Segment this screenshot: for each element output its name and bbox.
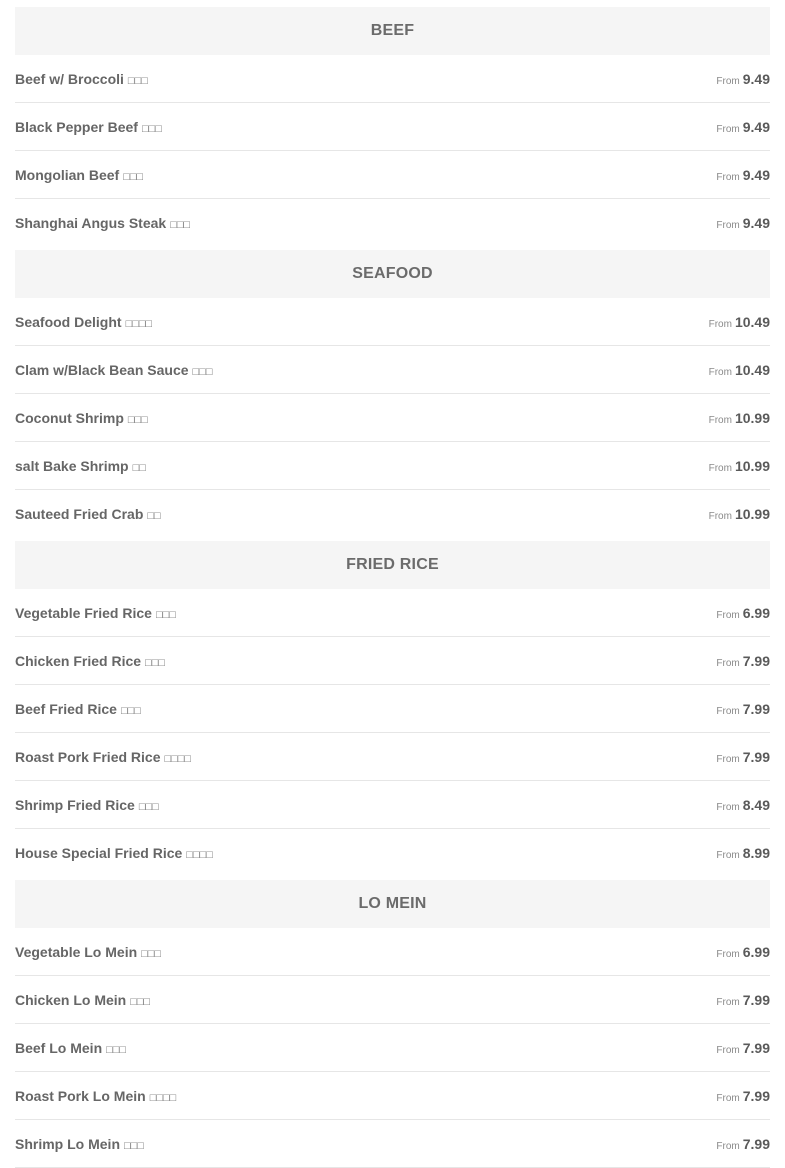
item-chinese-name: □□□	[124, 1140, 144, 1152]
from-label: From	[716, 172, 740, 183]
item-name: Vegetable Lo Mein □□□	[15, 944, 162, 960]
item-chinese-name: □□□□	[125, 318, 153, 330]
item-chinese-name: □□□□	[186, 849, 213, 861]
item-chinese-name: □□□□	[164, 753, 192, 765]
section-header: BEEF	[15, 7, 770, 55]
price-value: 10.49	[734, 362, 770, 378]
item-chinese-name: □□□	[141, 948, 162, 960]
from-label: From	[708, 415, 732, 426]
price-value: 10.99	[734, 506, 770, 522]
item-name: Roast Pork Lo Mein □□□□	[15, 1088, 177, 1104]
from-label: From	[716, 1141, 740, 1152]
item-price	[716, 605, 770, 624]
item-chinese-name: □□□□	[149, 1092, 177, 1104]
from-label: From	[716, 997, 740, 1008]
item-name: Sauteed Fried Crab □□	[15, 506, 161, 522]
item-price	[709, 314, 770, 333]
item-price	[716, 653, 770, 672]
from-label: From	[716, 706, 740, 717]
menu-item[interactable]	[15, 490, 770, 541]
item-chinese-name: □□□	[127, 75, 148, 87]
menu-item[interactable]	[15, 976, 770, 1024]
item-name: Roast Pork Fried Rice □□□□	[15, 749, 192, 765]
item-price	[716, 701, 770, 720]
item-price	[716, 1040, 770, 1059]
price-value: 7.99	[742, 653, 770, 669]
menu-section-seafood	[15, 250, 770, 541]
price-value: 10.99	[734, 458, 770, 474]
price-value: 9.49	[742, 215, 770, 231]
item-price	[709, 410, 770, 429]
from-label: From	[708, 511, 732, 522]
menu-item[interactable]	[15, 1120, 770, 1168]
item-price	[716, 215, 770, 234]
from-label: From	[716, 124, 740, 135]
item-name: Black Pepper Beef □□□	[15, 119, 162, 135]
item-price	[716, 1136, 770, 1155]
from-label: From	[708, 463, 732, 474]
from-label: From	[716, 76, 740, 87]
item-name: salt Bake Shrimp □□	[15, 458, 146, 474]
from-label: From	[716, 220, 740, 231]
item-price	[709, 458, 770, 477]
from-label: From	[716, 949, 740, 960]
item-name: Shrimp Lo Mein □□□	[15, 1136, 144, 1152]
price-value: 6.99	[742, 605, 770, 621]
section-header: LO MEIN	[15, 880, 770, 928]
item-name: Clam w/Black Bean Sauce □□□	[15, 362, 213, 378]
price-value: 7.99	[742, 992, 770, 1008]
price-value: 6.99	[742, 944, 770, 960]
item-chinese-name: □□□	[138, 801, 159, 813]
item-price	[709, 506, 770, 525]
price-value: 7.99	[742, 1040, 770, 1056]
item-chinese-name: □□□	[145, 657, 165, 669]
from-label: From	[716, 610, 740, 621]
price-value: 10.49	[734, 314, 770, 330]
menu-item[interactable]	[15, 442, 770, 490]
item-name: Vegetable Fried Rice □□□	[15, 605, 176, 621]
item-price	[716, 1088, 770, 1107]
item-chinese-name: □□	[132, 462, 146, 474]
from-label: From	[716, 850, 740, 861]
price-value: 10.99	[734, 410, 770, 426]
price-value: 9.49	[742, 71, 770, 87]
item-price	[716, 119, 770, 138]
item-chinese-name: □□□	[192, 366, 213, 378]
menu-section-lo-mein	[15, 880, 770, 1168]
menu-item[interactable]	[15, 781, 770, 829]
item-price	[716, 992, 770, 1011]
price-value: 8.99	[742, 845, 770, 861]
item-name: Seafood Delight □□□□	[15, 314, 153, 330]
price-value: 7.99	[742, 1088, 770, 1104]
item-chinese-name: □□□	[141, 123, 162, 135]
item-chinese-name: □□□	[120, 705, 141, 717]
menu-item[interactable]	[15, 733, 770, 781]
from-label: From	[716, 658, 740, 669]
menu-item[interactable]	[15, 637, 770, 685]
menu-item[interactable]	[15, 1072, 770, 1120]
section-header: FRIED RICE	[15, 541, 770, 589]
item-price	[716, 797, 770, 816]
menu-item[interactable]	[15, 928, 770, 976]
item-name: Mongolian Beef □□□	[15, 167, 144, 183]
item-price	[709, 362, 770, 381]
item-name: Beef w/ Broccoli □□□	[15, 71, 148, 87]
from-label: From	[716, 1045, 740, 1056]
price-value: 7.99	[742, 749, 770, 765]
from-label: From	[716, 754, 740, 765]
menu-item[interactable]	[15, 829, 770, 880]
item-name: Chicken Lo Mein □□□	[15, 992, 151, 1008]
item-name: Beef Fried Rice □□□	[15, 701, 141, 717]
item-chinese-name: □□□	[106, 1044, 127, 1056]
menu-item[interactable]	[15, 346, 770, 394]
menu-item[interactable]	[15, 103, 770, 151]
item-name: Shrimp Fried Rice □□□	[15, 797, 159, 813]
menu-item[interactable]	[15, 55, 770, 103]
menu-item[interactable]	[15, 199, 770, 250]
item-price	[716, 944, 770, 963]
from-label: From	[716, 1093, 740, 1104]
from-label: From	[716, 802, 740, 813]
price-value: 7.99	[742, 1136, 770, 1152]
item-name: Chicken Fried Rice □□□	[15, 653, 165, 669]
item-chinese-name: □□□	[170, 219, 191, 231]
item-chinese-name: □□□	[123, 171, 144, 183]
menu-item[interactable]	[15, 685, 770, 733]
menu-item[interactable]	[15, 298, 770, 346]
menu-section-beef	[15, 7, 770, 250]
item-chinese-name: □□	[147, 510, 161, 522]
item-price	[716, 749, 770, 768]
item-name: House Special Fried Rice □□□□	[15, 845, 213, 861]
item-name: Beef Lo Mein □□□	[15, 1040, 127, 1056]
from-label: From	[708, 367, 732, 378]
price-value: 7.99	[742, 701, 770, 717]
item-chinese-name: □□□	[127, 414, 148, 426]
menu-item[interactable]	[15, 151, 770, 199]
item-chinese-name: □□□	[155, 609, 176, 621]
price-value: 9.49	[742, 167, 770, 183]
item-price	[716, 167, 770, 186]
item-name: Coconut Shrimp □□□	[15, 410, 148, 426]
item-price	[716, 845, 770, 864]
menu-section-fried-rice	[15, 541, 770, 880]
menu-item[interactable]	[15, 589, 770, 637]
price-value: 9.49	[742, 119, 770, 135]
item-name: Shanghai Angus Steak □□□	[15, 215, 191, 231]
item-chinese-name: □□□	[130, 996, 151, 1008]
item-price	[716, 71, 770, 90]
price-value: 8.49	[742, 797, 770, 813]
from-label: From	[708, 319, 732, 330]
section-header: SEAFOOD	[15, 250, 770, 298]
menu-item[interactable]	[15, 394, 770, 442]
menu-item[interactable]	[15, 1024, 770, 1072]
